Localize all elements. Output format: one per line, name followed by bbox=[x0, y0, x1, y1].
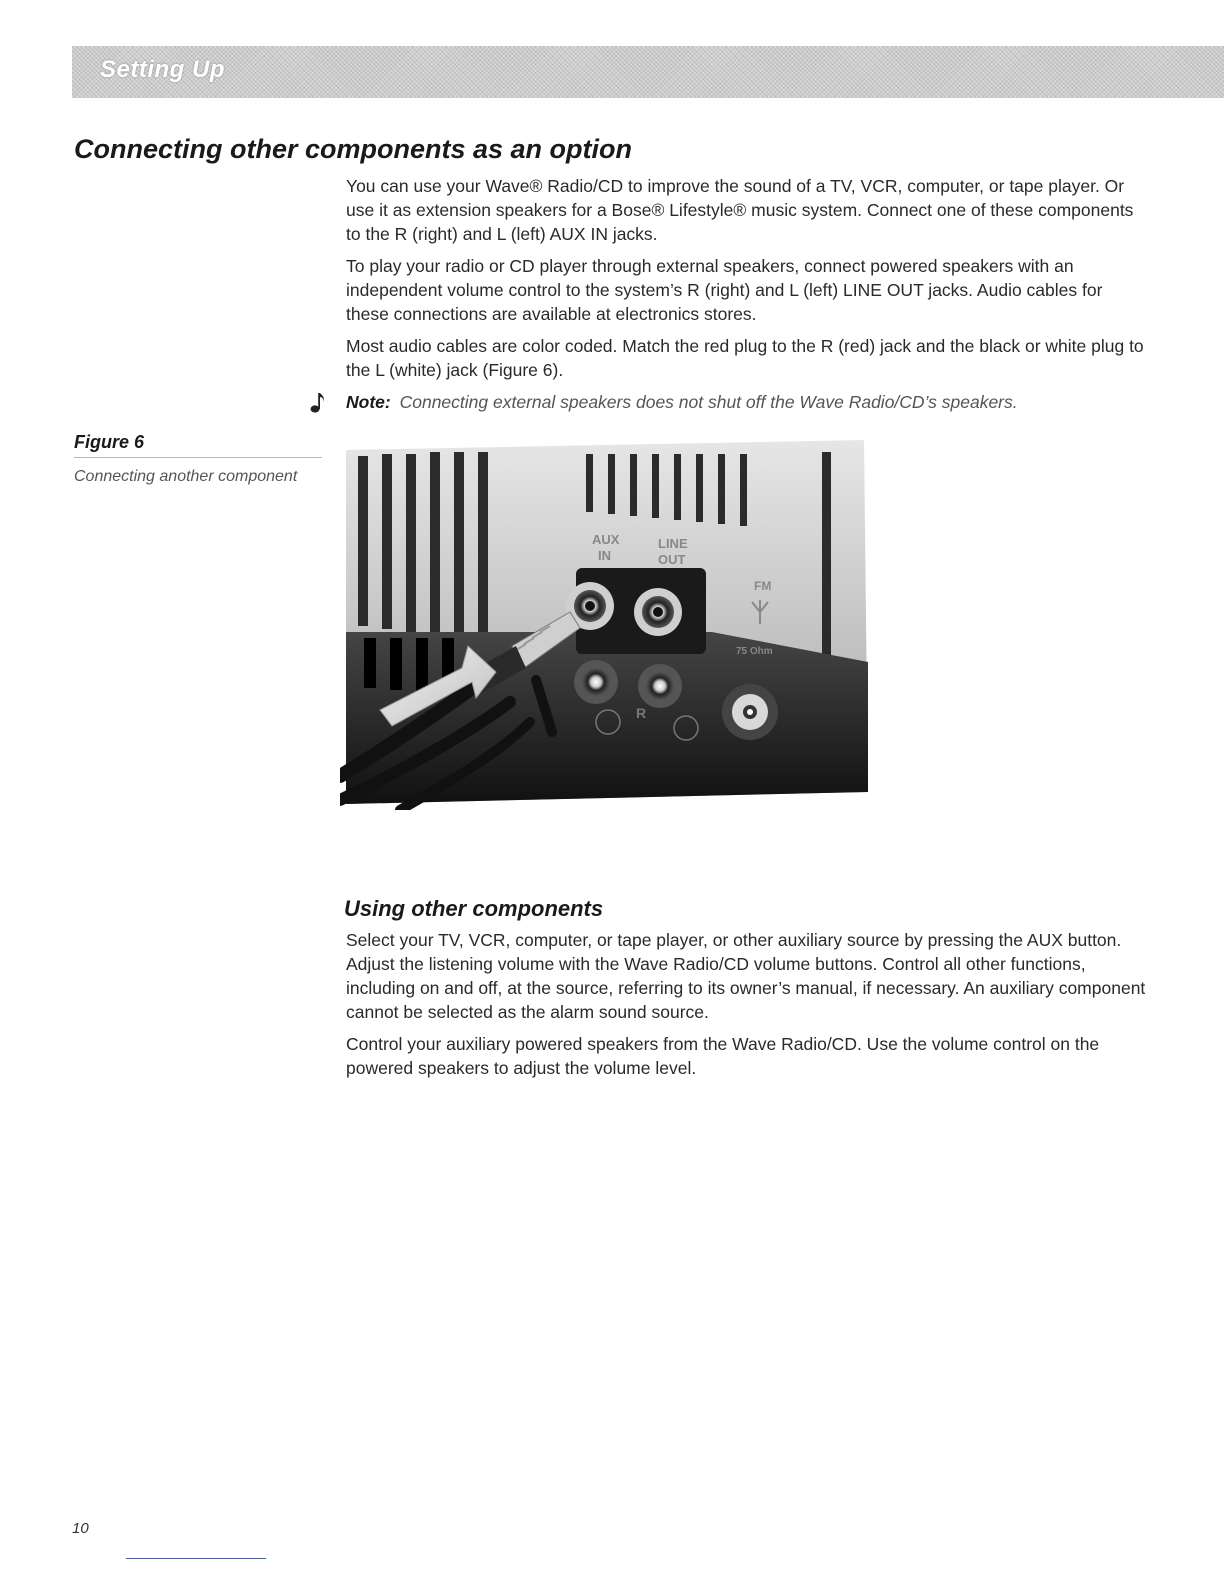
ohm-label: 75 Ohm bbox=[736, 646, 773, 657]
fm-label: FM bbox=[754, 579, 772, 593]
header-band bbox=[72, 46, 1224, 98]
music-note-icon bbox=[310, 392, 326, 414]
line-label: LINE bbox=[658, 536, 688, 551]
footer-rule bbox=[126, 1558, 266, 1559]
out-label: OUT bbox=[658, 552, 686, 567]
subsection-title: Using other components bbox=[344, 896, 604, 921]
section-title: Connecting other components as an option bbox=[74, 134, 633, 164]
paragraph: You can use your Wave® Radio/CD to improve the sound of a TV, VCR, computer, or tape player. Or use it as extension speakers for a Bose® Lifestyle® music system. Connect one of these components to the R (right) and L (left) AUX IN jacks. bbox=[346, 176, 1134, 244]
figure-caption: Connecting another component bbox=[74, 468, 298, 485]
r-label: R bbox=[636, 705, 647, 721]
figure-image bbox=[340, 432, 872, 810]
header-title: Setting Up bbox=[100, 56, 225, 83]
usage-text bbox=[346, 928, 1146, 1088]
intro-text bbox=[346, 174, 1146, 414]
page-number: 10 bbox=[72, 1520, 89, 1537]
paragraph: Most audio cables are color coded. Match the red plug to the R (red) jack and the black or white plug to the L (white) jack (Figure 6). bbox=[346, 336, 1144, 380]
paragraph: To play your radio or CD player through external speakers, connect powered speakers with an independent volume control to the system’s R (right) and L (left) LINE OUT jacks. Audio cables for these connections are available at electronics stores. bbox=[346, 256, 1103, 324]
paragraph: Control your auxiliary powered speakers from the Wave Radio/CD. Use the volume control on the powered speakers to adjust the volume level. bbox=[346, 1034, 1100, 1078]
figure-label: Figure 6 bbox=[74, 432, 322, 458]
note bbox=[346, 390, 1146, 414]
note-text: Connecting external speakers does not shut off the Wave Radio/CD’s speakers. bbox=[399, 392, 1018, 412]
aux-label: AUX bbox=[592, 532, 620, 547]
paragraph: Select your TV, VCR, computer, or tape player, or other auxiliary source by pressing the AUX button. Adjust the listening volume with the Wave Radio/CD volume buttons. Control all other functions, including on and off, at the source, referring to its owner’s manual, if necessary. An auxiliary component cannot be selected as the alarm sound source. bbox=[346, 930, 1146, 1022]
aux-in-label: IN bbox=[598, 548, 611, 563]
note-label: Note: bbox=[346, 392, 391, 412]
